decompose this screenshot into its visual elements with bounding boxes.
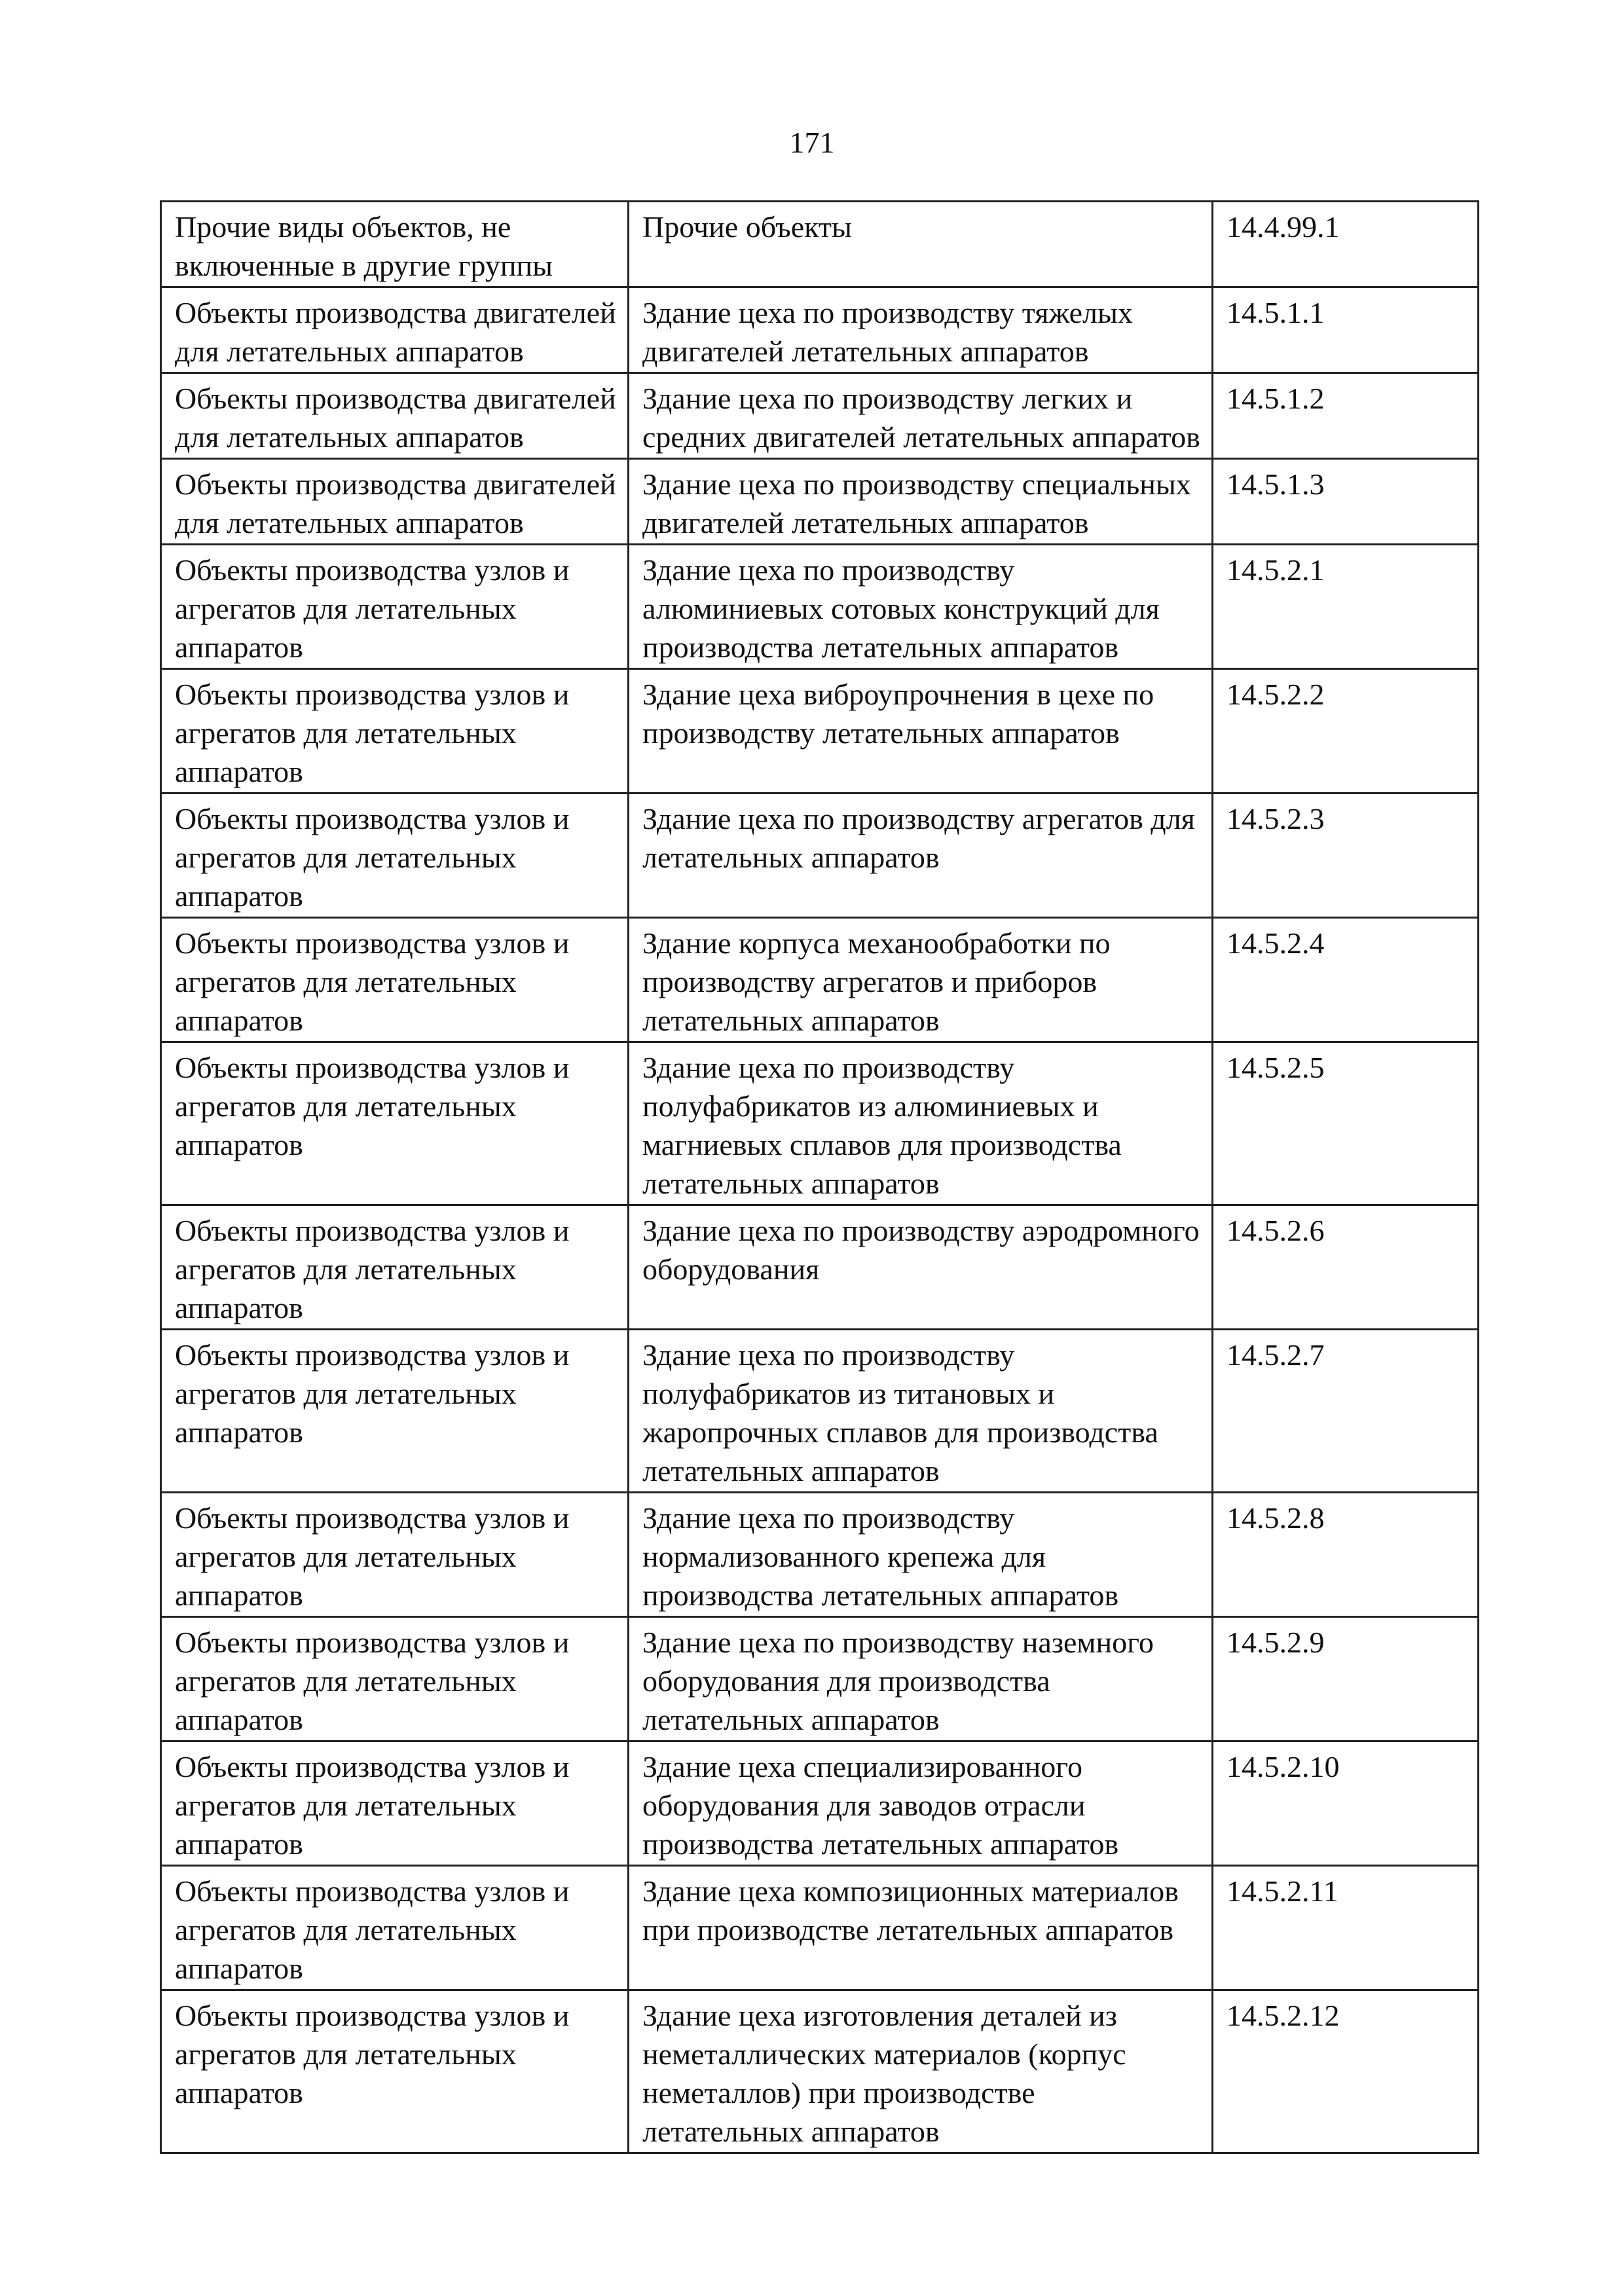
object-type-cell: Объекты производства узлов и агрегатов для летательных аппаратов [161,1205,629,1330]
object-code-cell: 14.4.99.1 [1213,202,1479,287]
object-name-cell: Здание цеха по производству полуфабрикатов из титановых и жаропрочных сплавов для производства летательных аппаратов [629,1330,1213,1493]
object-name-cell: Здание цеха виброупрочнения в цехе по производству летательных аппаратов [629,669,1213,793]
table-row [161,545,1479,669]
table-row [161,1042,1479,1205]
object-type-cell: Объекты производства узлов и агрегатов для летательных аппаратов [161,1493,629,1617]
object-type-cell: Объекты производства узлов и агрегатов для летательных аппаратов [161,1741,629,1866]
object-type-cell: Прочие виды объектов, не включенные в другие группы [161,202,629,287]
table-row [161,287,1479,373]
page-number: 171 [789,126,835,159]
object-code-cell: 14.5.2.1 [1213,545,1479,669]
object-name-cell: Здание цеха по производству нормализованного крепежа для производства летательных аппаратов [629,1493,1213,1617]
table-row [161,1866,1479,1990]
object-code-cell: 14.5.2.2 [1213,669,1479,793]
object-code-cell: 14.5.1.2 [1213,373,1479,459]
table-row [161,1330,1479,1493]
object-code-cell: 14.5.2.5 [1213,1042,1479,1205]
table-row [161,1990,1479,2153]
object-code-cell: 14.5.2.8 [1213,1493,1479,1617]
object-code-cell: 14.5.2.3 [1213,793,1479,918]
object-name-cell: Здание цеха изготовления деталей из неметаллических материалов (корпус неметаллов) при производстве летательных аппаратов [629,1990,1213,2153]
object-name-cell: Здание цеха специализированного оборудования для заводов отрасли производства летательных аппаратов [629,1741,1213,1866]
table-row [161,373,1479,459]
table-row [161,202,1479,287]
object-name-cell: Здание цеха по производству агрегатов для летательных аппаратов [629,793,1213,918]
object-name-cell: Здание цеха по производству легких и средних двигателей летательных аппаратов [629,373,1213,459]
object-type-cell: Объекты производства узлов и агрегатов для летательных аппаратов [161,669,629,793]
object-code-cell: 14.5.2.4 [1213,918,1479,1042]
object-name-cell: Здание цеха по производству тяжелых двигателей летательных аппаратов [629,287,1213,373]
object-name-cell: Здание цеха по производству полуфабрикатов из алюминиевых и магниевых сплавов для производства летательных аппаратов [629,1042,1213,1205]
object-type-cell: Объекты производства узлов и агрегатов для летательных аппаратов [161,1866,629,1990]
object-code-cell: 14.5.2.7 [1213,1330,1479,1493]
object-type-cell: Объекты производства двигателей для летательных аппаратов [161,459,629,545]
table-row [161,793,1479,918]
object-code-cell: 14.5.2.9 [1213,1617,1479,1741]
object-type-cell: Объекты производства узлов и агрегатов для летательных аппаратов [161,1042,629,1205]
table-row [161,918,1479,1042]
object-type-cell: Объекты производства двигателей для летательных аппаратов [161,287,629,373]
object-name-cell: Здание цеха композиционных материалов при производстве летательных аппаратов [629,1866,1213,1990]
object-type-cell: Объекты производства двигателей для летательных аппаратов [161,373,629,459]
table-row [161,1617,1479,1741]
object-code-cell: 14.5.1.3 [1213,459,1479,545]
object-code-cell: 14.5.2.11 [1213,1866,1479,1990]
object-type-cell: Объекты производства узлов и агрегатов для летательных аппаратов [161,918,629,1042]
object-type-cell: Объекты производства узлов и агрегатов для летательных аппаратов [161,1330,629,1493]
table-row [161,1741,1479,1866]
object-name-cell: Здание цеха по производству аэродромного оборудования [629,1205,1213,1330]
table-row [161,669,1479,793]
object-code-cell: 14.5.2.6 [1213,1205,1479,1330]
table-row [161,1493,1479,1617]
object-code-cell: 14.5.1.1 [1213,287,1479,373]
object-code-cell: 14.5.2.10 [1213,1741,1479,1866]
object-type-cell: Объекты производства узлов и агрегатов для летательных аппаратов [161,1990,629,2153]
object-code-cell: 14.5.2.12 [1213,1990,1479,2153]
object-type-cell: Объекты производства узлов и агрегатов для летательных аппаратов [161,793,629,918]
object-type-cell: Объекты производства узлов и агрегатов для летательных аппаратов [161,545,629,669]
object-name-cell: Здание цеха по производству специальных двигателей летательных аппаратов [629,459,1213,545]
table-row [161,459,1479,545]
object-type-cell: Объекты производства узлов и агрегатов для летательных аппаратов [161,1617,629,1741]
objects-table [160,200,1479,2154]
object-name-cell: Здание корпуса механообработки по производству агрегатов и приборов летательных аппаратов [629,918,1213,1042]
object-name-cell: Здание цеха по производству алюминиевых сотовых конструкций для производства летательных аппаратов [629,545,1213,669]
object-name-cell: Прочие объекты [629,202,1213,287]
object-name-cell: Здание цеха по производству наземного оборудования для производства летательных аппаратов [629,1617,1213,1741]
table-row [161,1205,1479,1330]
